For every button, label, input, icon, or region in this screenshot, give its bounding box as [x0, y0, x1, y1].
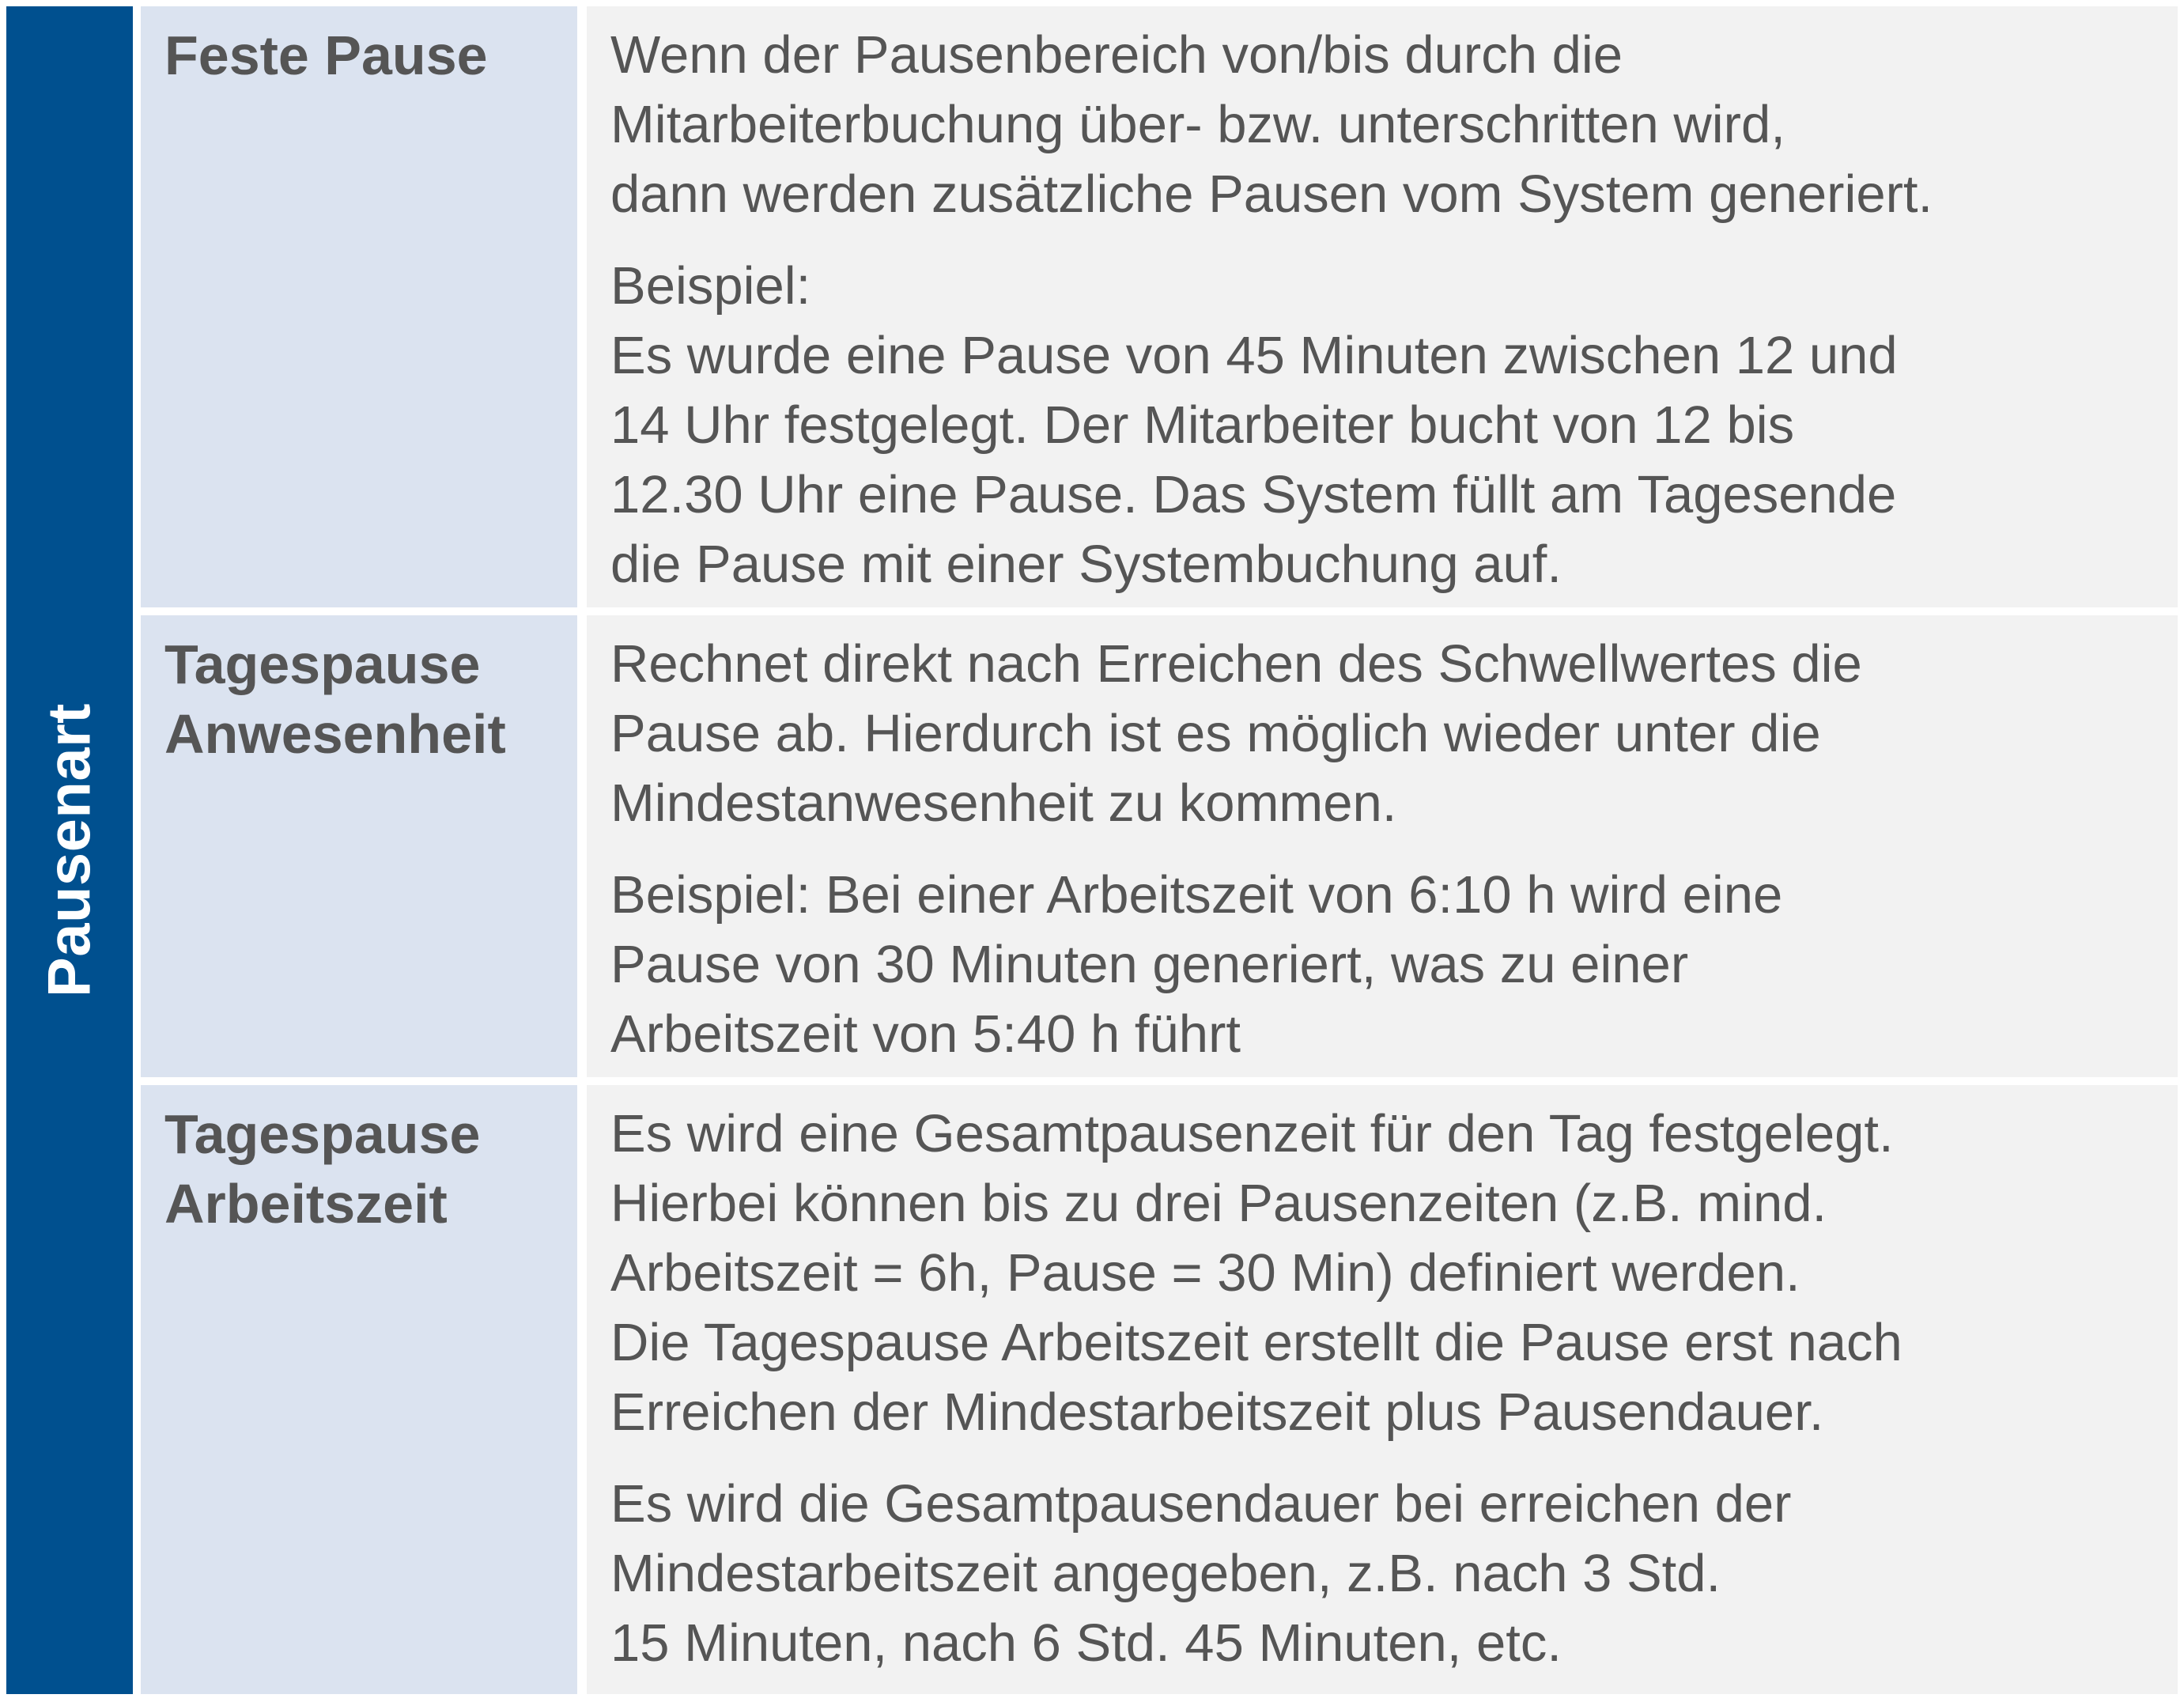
table-row-feste-pause [141, 6, 2178, 607]
row-key-cell [141, 615, 577, 1077]
row-key: Tagespause Arbeitszeit [164, 1103, 481, 1235]
row-description-cell [587, 1085, 2178, 1694]
description-paragraph: Es wird eine Gesamtpausenzeit für den Tag festgelegt. Hierbei können bis zu drei Pausenzeiten (z.B. mind. Arbeitszeit = 6h, Pause = 30 Min) definiert werden. Die Tagespause Arbeitszeit erstellt die Pause erst nach Erreichen der Mindestarbeitszeit plus Pausendauer. [610, 1104, 1902, 1442]
row-description-cell [587, 615, 2178, 1077]
row-key: Tagespause Anwesenheit [164, 634, 506, 765]
table-row-tagespause-arbeitszeit [141, 1085, 2178, 1694]
pausenart-table [6, 6, 2178, 1694]
row-key-cell [141, 6, 577, 607]
description-paragraph: Rechnet direkt nach Erreichen des Schwellwertes die Pause ab. Hierdurch ist es möglich wieder unter die Mindestanwesenheit zu kommen. [610, 634, 1862, 833]
category-label: Pausenart [36, 703, 104, 997]
row-key: Feste Pause [164, 25, 488, 86]
description-paragraph: Wenn der Pausenbereich von/bis durch die Mitarbeiterbuchung über- bzw. unterschritten wird, dann werden zusätzliche Pausen vom System generiert. [610, 25, 1933, 224]
row-key-cell [141, 1085, 577, 1694]
category-sidebar [6, 6, 133, 1694]
example-paragraph: Es wird die Gesamtpausendauer bei erreichen der Mindestarbeitszeit angegeben, z.B. nach 3 Std. 15 Minuten, nach 6 Std. 45 Minuten, etc. [610, 1474, 1792, 1673]
table-row-tagespause-anwesenheit [141, 615, 2178, 1077]
example-paragraph: Beispiel: Bei einer Arbeitszeit von 6:10 h wird eine Pause von 30 Minuten generiert, was zu einer Arbeitszeit von 5:40 h führt [610, 865, 1783, 1064]
row-description-cell [587, 6, 2178, 607]
example-paragraph: Beispiel: Es wurde eine Pause von 45 Minuten zwischen 12 und 14 Uhr festgelegt. Der Mitarbeiter bucht von 12 bis 12.30 Uhr eine Pause. Das System füllt am Tagesende die Pause mit einer Systembuchung auf. [610, 256, 1898, 594]
